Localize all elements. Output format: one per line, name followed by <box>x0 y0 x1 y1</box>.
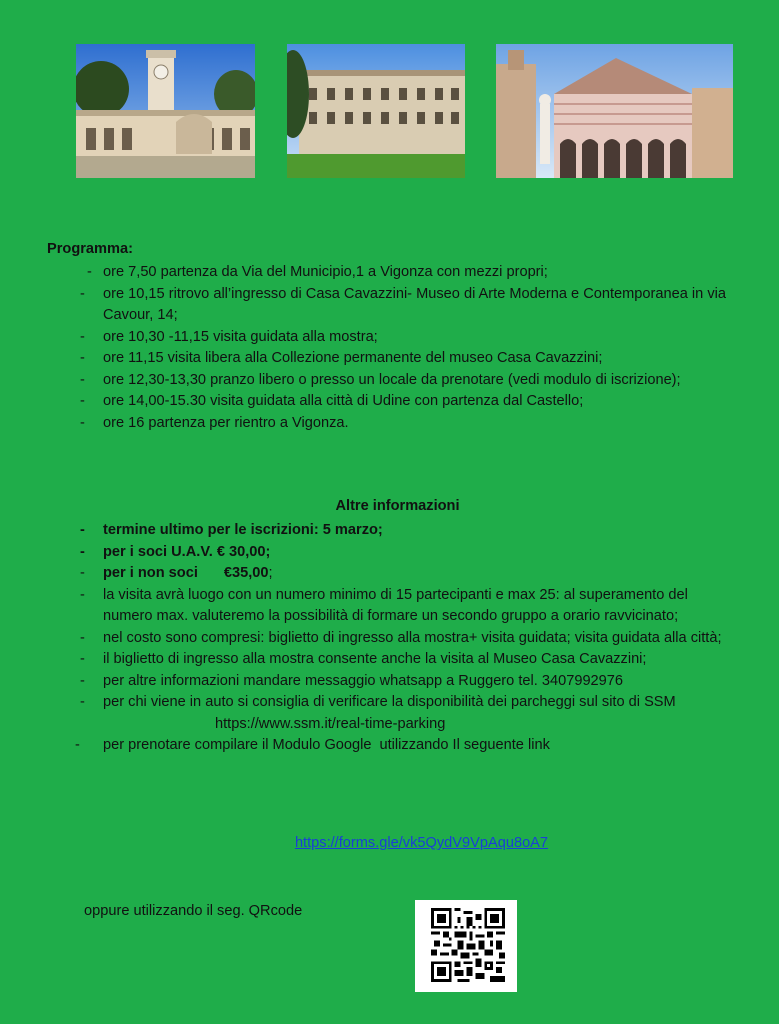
program-list <box>0 262 779 434</box>
list-item-soci: - per i soci U.A.V. € 30,00; <box>80 543 271 560</box>
list-item: - ore 10,30 -11,15 visita guidata alla mostra; <box>80 328 378 345</box>
list-item-parking: - per chi viene in auto si consiglia di verificare la disponibilità dei parcheggi sul sito di SSMhttps://www.ssm.it/real-time-parking <box>80 694 676 732</box>
photo-loggia-udine <box>76 44 255 178</box>
qr-code[interactable] <box>415 900 517 992</box>
list-item-non-soci: - per i non soci €35,00; <box>80 565 273 581</box>
list-item: - la visita avrà luogo con un numero minimo di 15 partecipanti e max 25: al superamento del numero max. valuteremo la possibilità di formare un secondo gruppo a orario ravvicinato; <box>80 586 688 624</box>
google-form-link-container <box>0 835 779 851</box>
parking-url[interactable]: https://www.ssm.it/real-time-parking <box>215 715 446 732</box>
list-item: - ore 12,30-13,30 pranzo libero o presso un locale da prenotare (vedi modulo di iscrizione); <box>80 371 681 388</box>
list-item: - ore 10,15 ritrovo all’ingresso di Casa Cavazzini- Museo di Arte Moderna e Contemporanea in via Cavour, 14; <box>80 285 726 323</box>
list-item: - ore 16 partenza per rientro a Vigonza. <box>80 414 349 431</box>
programma-title: Programma: <box>47 241 133 257</box>
list-item: - ore 11,15 visita libera alla Collezione permanente del museo Casa Cavazzini; <box>80 350 603 366</box>
photo-palazzo <box>287 44 465 178</box>
altre-informazioni-title: Altre informazioni <box>335 498 460 514</box>
list-item: - ore 7,50 partenza da Via del Municipio,1 a Vigonza con mezzi propri; <box>87 264 548 280</box>
list-item: - ore 14,00-15.30 visita guidata alla città di Udine con partenza dal Castello; <box>80 393 584 409</box>
qr-code-icon <box>431 908 505 982</box>
qr-caption: oppure utilizzando il seg. QRcode <box>84 903 303 919</box>
list-item: - nel costo sono compresi: biglietto di ingresso alla mostra+ visita guidata; visita guidata alla città; <box>80 629 722 646</box>
photo-loggia-lionello <box>496 44 733 178</box>
google-form-link[interactable]: https://forms.gle/vk5QydV9VpAqu8oA7 <box>294 835 549 851</box>
list-item-prenotare: - per prenotare compilare il Modulo Google utilizzando Il seguente link <box>75 737 550 753</box>
list-item-termine: - termine ultimo per le iscrizioni: 5 marzo; <box>80 522 383 538</box>
list-item: - il biglietto di ingresso alla mostra consente anche la visita al Museo Casa Cavazzini; <box>80 651 647 667</box>
list-item: - per altre informazioni mandare messaggio whatsapp a Ruggero tel. 3407992976 <box>80 672 624 689</box>
info-list <box>0 520 779 757</box>
